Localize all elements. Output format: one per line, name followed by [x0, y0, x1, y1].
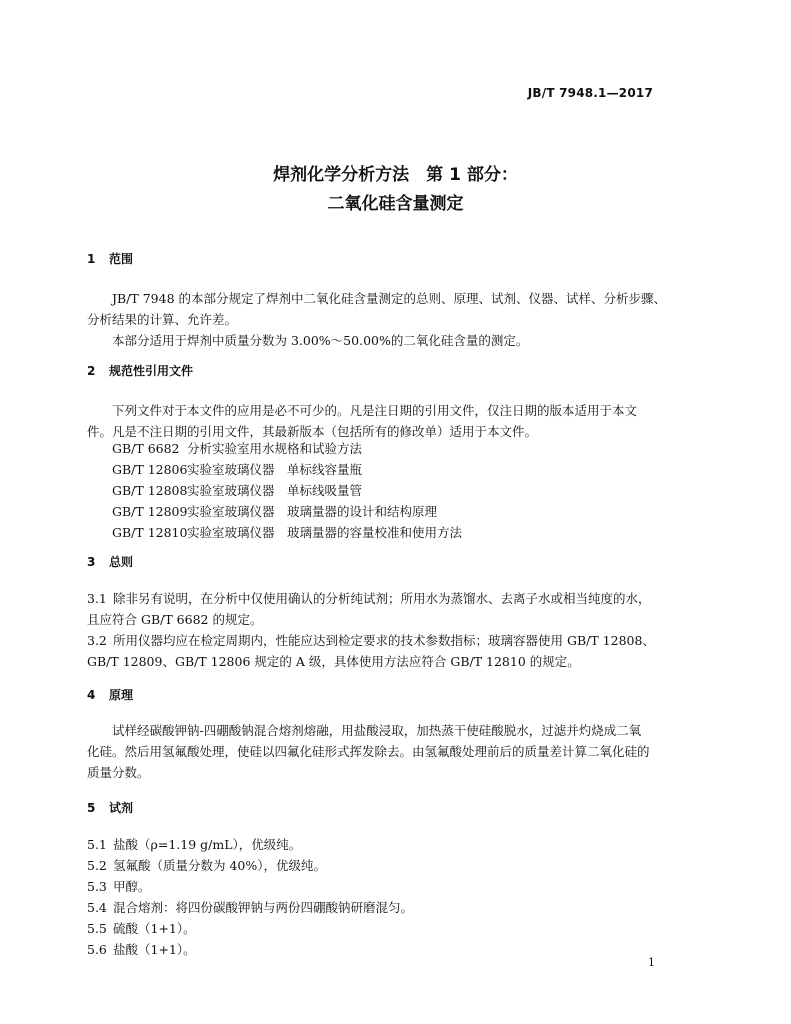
section-title: 范围	[109, 252, 134, 266]
item-number: 5.6	[87, 942, 107, 957]
paragraph-scope-1	[87, 288, 667, 351]
item-text: 混合熔剂：将四份碳酸钾钠与两份四硼酸钠研磨混匀。	[113, 900, 414, 915]
item-text: 甲醇。	[113, 879, 151, 894]
text-line: GB/T 12809、GB/T 12806 规定的 A 级，具体使用方法应符合 GB/T 12810 的规定。	[87, 654, 580, 669]
section-title: 原理	[109, 688, 134, 702]
reference-code: GB/T 12810	[112, 525, 188, 540]
section-title: 总则	[109, 555, 134, 569]
reference-code: GB/T 12806	[112, 462, 188, 477]
item-text: 盐酸（1+1）。	[113, 942, 196, 957]
section-title: 规范性引用文件	[109, 364, 194, 378]
reagent-item	[87, 898, 413, 916]
reference-item	[112, 523, 462, 541]
reference-item	[112, 460, 362, 478]
text-line: 且应符合 GB/T 6682 的规定。	[87, 612, 263, 627]
section-heading-normative-references	[87, 362, 193, 379]
text-line: 化硅。然后用氢氟酸处理，使硅以四氟化硅形式挥发除去。由氢氟酸处理前后的质量差计算二氧化硅的	[87, 744, 650, 759]
text-line: 所用仪器均应在检定周期内，性能应达到检定要求的技术参数指标；玻璃容器使用 GB/T 12808、	[113, 633, 655, 648]
reference-item	[112, 439, 362, 457]
reference-item	[112, 502, 437, 520]
section-number: 3	[87, 555, 96, 569]
item-text: 氢氟酸（质量分数为 40%），优级纯。	[113, 858, 327, 873]
item-text: 盐酸（ρ=1.19 g/mL），优级纯。	[113, 837, 302, 852]
clause-number: 3.1	[87, 591, 107, 606]
text-line: 下列文件对于本文件的应用是必不可少的。凡是注日期的引用文件，仅注日期的版本适用于本文	[112, 403, 638, 418]
reference-code: GB/T 12809	[112, 504, 188, 519]
standard-code: JB/T 7948.1—2017	[527, 86, 653, 100]
text-line: 件。凡是不注日期的引用文件，其最新版本（包括所有的修改单）适用于本文件。	[87, 424, 538, 439]
item-number: 5.3	[87, 879, 107, 894]
section-number: 1	[87, 252, 96, 266]
reference-title: 实验室玻璃仪器 单标线容量瓶	[187, 462, 363, 477]
clause-number: 3.2	[87, 633, 107, 648]
reference-title: 分析实验室用水规格和试验方法	[187, 441, 363, 456]
reference-title: 实验室玻璃仪器 玻璃量器的容量校准和使用方法	[187, 525, 463, 540]
section-number: 4	[87, 688, 96, 702]
section-heading-general-rules	[87, 553, 133, 570]
section-number: 5	[87, 801, 96, 815]
paragraph-references-intro	[87, 400, 657, 442]
section-title: 试剂	[109, 801, 134, 815]
text-line: 试样经碳酸钾钠-四硼酸钠混合熔剂熔融，用盐酸浸取，加热蒸干使硅酸脱水，过滤并灼烧成二氧	[112, 723, 642, 738]
reference-code: GB/T 12808	[112, 483, 188, 498]
page-number: 1	[648, 956, 655, 969]
text-line: 质量分数。	[87, 765, 150, 780]
text-line: 除非另有说明，在分析中仅使用确认的分析纯试剂；所用水为蒸馏水、去离子水或相当纯度的水，	[113, 591, 651, 606]
reference-item	[112, 481, 362, 499]
reference-code: GB/T 6682	[112, 441, 180, 456]
paragraph-principle	[87, 720, 657, 783]
item-text: 硫酸（1+1）。	[113, 921, 196, 936]
item-number: 5.4	[87, 900, 107, 915]
text-line: JB/T 7948 的本部分规定了焊剂中二氧化硅含量测定的总则、原理、试剂、仪器、试样、分析步骤、	[112, 291, 667, 306]
item-number: 5.5	[87, 921, 107, 936]
reagent-item	[87, 919, 196, 937]
reagent-item	[87, 877, 151, 895]
reagent-item	[87, 940, 196, 958]
document-title-line1: 焊剂化学分析方法 第 1 部分：	[273, 165, 518, 185]
section-heading-principle	[87, 686, 133, 703]
section-number: 2	[87, 364, 96, 378]
text-line: 分析结果的计算、允许差。	[87, 312, 238, 327]
clause-3-1	[87, 588, 657, 672]
item-number: 5.2	[87, 858, 107, 873]
document-title-line2: 二氧化硅含量测定	[327, 194, 464, 214]
item-number: 5.1	[87, 837, 107, 852]
text-line: 本部分适用于焊剂中质量分数为 3.00%～50.00%的二氧化硅含量的测定。	[112, 333, 529, 348]
reagent-item	[87, 835, 301, 853]
section-heading-scope	[87, 250, 133, 267]
reagent-item	[87, 856, 326, 874]
reference-title: 实验室玻璃仪器 玻璃量器的设计和结构原理	[187, 504, 438, 519]
reference-title: 实验室玻璃仪器 单标线吸量管	[187, 483, 363, 498]
section-heading-reagents	[87, 799, 133, 816]
